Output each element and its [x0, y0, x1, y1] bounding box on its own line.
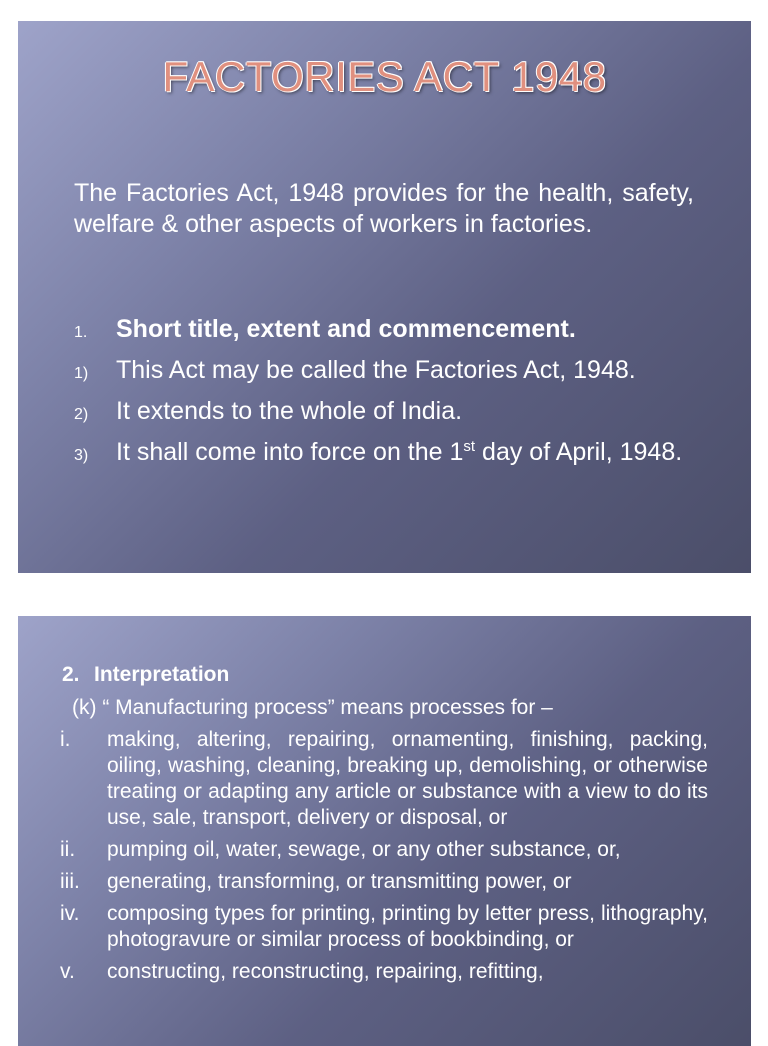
- list-number: 1): [74, 365, 89, 382]
- list-number: iv.: [60, 902, 80, 925]
- list-text-part: It shall come into force on the 1: [116, 438, 464, 466]
- list-item: [74, 355, 694, 389]
- list-text: constructing, reconstructing, repairing, refitting,: [107, 960, 544, 983]
- list-item: [60, 837, 708, 863]
- section-number: 2.: [62, 663, 80, 686]
- intro-paragraph: The Factories Act, 1948 provides for the health, safety, welfare & other aspects of workers in factories.: [74, 179, 694, 238]
- list-item: [60, 959, 708, 985]
- list-text: composing types for printing, printing by letter press, lithography, photogravure or similar process of bookbinding, or: [107, 902, 708, 951]
- list-number: ii.: [60, 838, 76, 861]
- list-item: [74, 396, 694, 430]
- list-text: pumping oil, water, sewage, or any other substance, or,: [107, 838, 621, 861]
- section-heading: [62, 662, 229, 688]
- slide-title: FACTORIES ACT 1948: [162, 53, 607, 100]
- list-number: 3): [74, 447, 89, 464]
- list-text: This Act may be called the Factories Act, 1948.: [116, 356, 636, 384]
- list-number: iii.: [60, 870, 80, 893]
- list-number: 2): [74, 406, 89, 423]
- list-number: 1.: [74, 324, 88, 341]
- slide-2: [18, 616, 751, 1046]
- list-item: [60, 901, 708, 953]
- section-title: Interpretation: [94, 663, 230, 686]
- list-item: [60, 869, 708, 895]
- slide-1: [18, 21, 751, 573]
- definition-list: [60, 727, 708, 991]
- list-text: making, altering, repairing, ornamenting, finishing, packing, oiling, washing, cleaning, breaking up, demolishing, or otherwise treating or adapting any article or substance with a view to do its use, sale, transport, delivery or disposal, or: [107, 728, 708, 829]
- list-text-part: day of April, 1948.: [475, 438, 683, 466]
- list-item: [74, 314, 694, 348]
- section-1-list: [74, 314, 694, 478]
- list-text: generating, transforming, or transmitting power, or: [107, 870, 572, 893]
- list-item: [74, 437, 694, 471]
- ordinal-suffix: st: [463, 438, 476, 455]
- list-number: i.: [60, 728, 71, 751]
- section-heading: Short title, extent and commencement.: [116, 315, 576, 343]
- list-number: v.: [60, 960, 75, 983]
- list-text: It extends to the whole of India.: [116, 397, 463, 425]
- list-item: [60, 727, 708, 831]
- list-text: [116, 437, 694, 471]
- definition-subheading: (k) “ Manufacturing process” means processes for –: [72, 696, 553, 719]
